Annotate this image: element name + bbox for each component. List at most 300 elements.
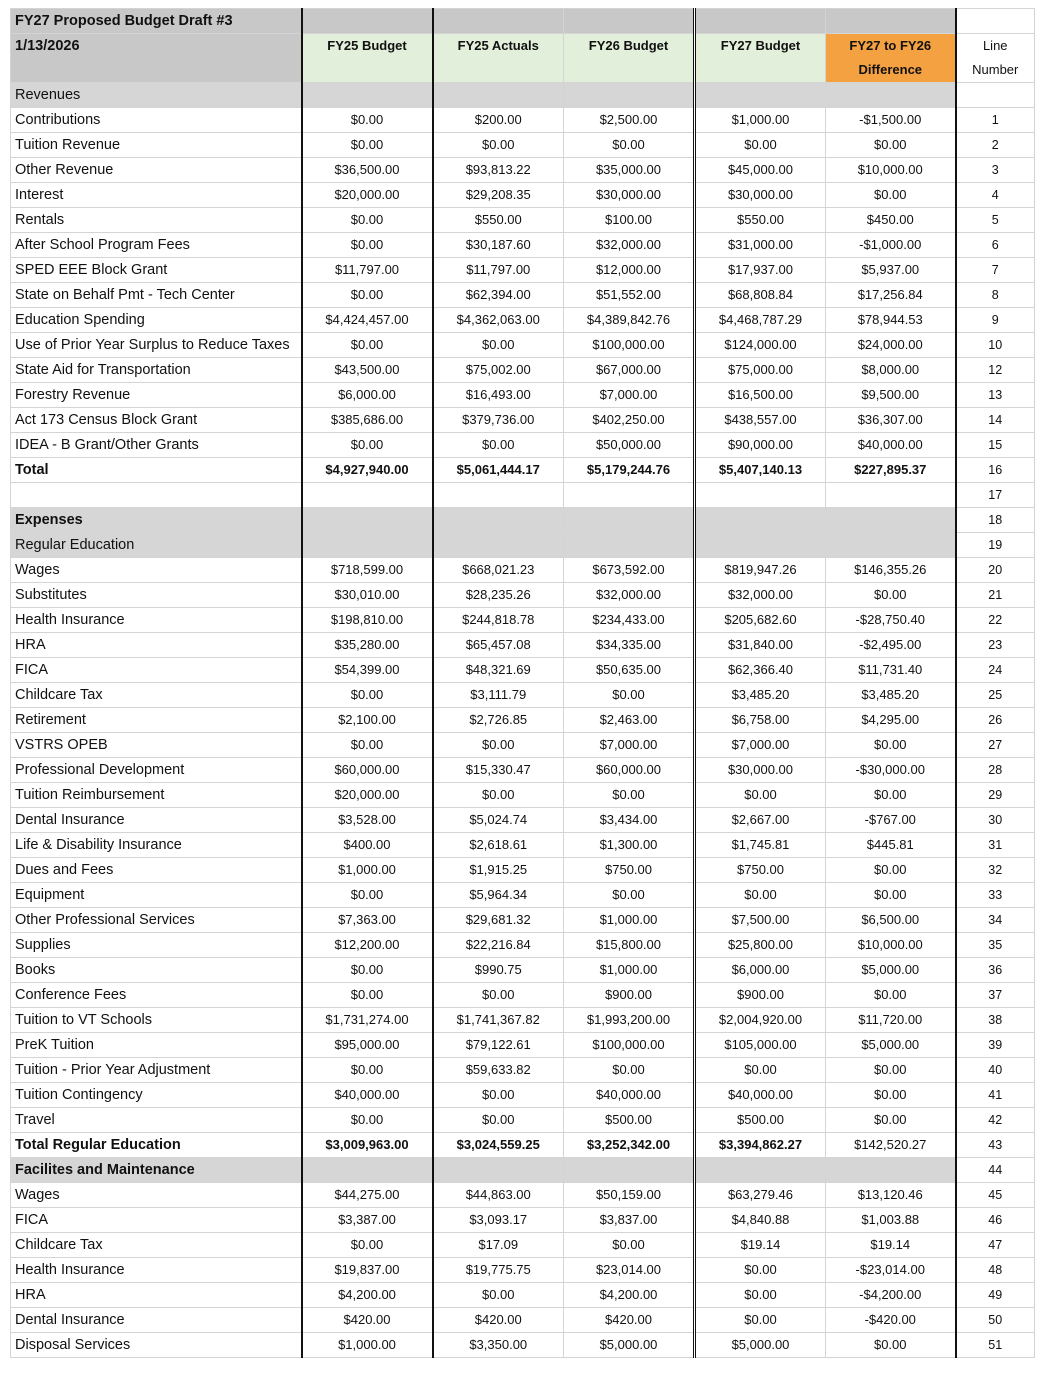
line-number-cell[interactable]: 37	[956, 983, 1035, 1008]
cell-fy26-budget[interactable]: $51,552.00	[564, 283, 695, 308]
row-label[interactable]: Tuition Contingency	[11, 1083, 302, 1108]
cell-difference[interactable]: $0.00	[826, 1108, 956, 1133]
cell-fy25-actuals[interactable]: $93,813.22	[433, 158, 564, 183]
cell-fy25-budget[interactable]: $20,000.00	[302, 783, 433, 808]
cell-fy25-budget[interactable]: $43,500.00	[302, 358, 433, 383]
cell-fy26-budget[interactable]: $100.00	[564, 208, 695, 233]
section-blank-cell[interactable]	[564, 83, 695, 108]
cell-fy25-actuals[interactable]: $3,093.17	[433, 1208, 564, 1233]
cell-fy25-budget[interactable]: $400.00	[302, 833, 433, 858]
cell-fy27-budget[interactable]: $0.00	[695, 883, 826, 908]
cell-fy26-budget[interactable]: $35,000.00	[564, 158, 695, 183]
line-number-cell[interactable]: 25	[956, 683, 1035, 708]
cell-fy27-budget[interactable]: $1,745.81	[695, 833, 826, 858]
cell-fy25-budget[interactable]: $54,399.00	[302, 658, 433, 683]
row-label[interactable]: Childcare Tax	[11, 683, 302, 708]
cell-fy26-budget[interactable]: $2,500.00	[564, 108, 695, 133]
cell-fy25-budget[interactable]: $60,000.00	[302, 758, 433, 783]
row-label[interactable]: Dental Insurance	[11, 1308, 302, 1333]
cell-fy25-budget[interactable]: $0.00	[302, 208, 433, 233]
line-number-cell[interactable]: 8	[956, 283, 1035, 308]
cell-difference[interactable]: $146,355.26	[826, 558, 956, 583]
section-blank-cell[interactable]	[564, 533, 695, 558]
cell-fy27-budget[interactable]: $4,468,787.29	[695, 308, 826, 333]
cell-fy25-budget[interactable]: $19,837.00	[302, 1258, 433, 1283]
cell-fy27-budget[interactable]: $500.00	[695, 1108, 826, 1133]
cell-difference[interactable]: $17,256.84	[826, 283, 956, 308]
cell-fy25-actuals[interactable]: $48,321.69	[433, 658, 564, 683]
cell-fy25-actuals[interactable]: $3,024,559.25	[433, 1133, 564, 1158]
cell-fy25-actuals[interactable]: $379,736.00	[433, 408, 564, 433]
column-header-line-number[interactable]	[956, 34, 1035, 83]
cell-fy26-budget[interactable]: $3,252,342.00	[564, 1133, 695, 1158]
cell-difference[interactable]: -$767.00	[826, 808, 956, 833]
cell-fy25-budget[interactable]: $1,000.00	[302, 858, 433, 883]
cell-fy27-budget[interactable]: $3,394,862.27	[695, 1133, 826, 1158]
row-label[interactable]: PreK Tuition	[11, 1033, 302, 1058]
cell-fy25-budget[interactable]: $4,424,457.00	[302, 308, 433, 333]
cell-fy27-budget[interactable]: $5,000.00	[695, 1333, 826, 1358]
cell-difference[interactable]: $40,000.00	[826, 433, 956, 458]
section-blank-cell[interactable]	[302, 533, 433, 558]
cell-fy25-budget[interactable]: $0.00	[302, 108, 433, 133]
cell-fy25-actuals[interactable]: $19,775.75	[433, 1258, 564, 1283]
cell-fy26-budget[interactable]: $100,000.00	[564, 333, 695, 358]
cell-fy27-budget[interactable]: $32,000.00	[695, 583, 826, 608]
line-number-cell[interactable]: 28	[956, 758, 1035, 783]
line-number-cell[interactable]	[956, 83, 1035, 108]
line-number-cell[interactable]: 6	[956, 233, 1035, 258]
row-label[interactable]: Disposal Services	[11, 1333, 302, 1358]
section-label[interactable]: Regular Education	[11, 533, 302, 558]
row-label[interactable]: Wages	[11, 1183, 302, 1208]
line-number-cell[interactable]: 20	[956, 558, 1035, 583]
row-label[interactable]: Forestry Revenue	[11, 383, 302, 408]
cell-fy25-actuals[interactable]: $15,330.47	[433, 758, 564, 783]
section-label[interactable]: Facilites and Maintenance	[11, 1158, 302, 1183]
cell-fy27-budget[interactable]: $550.00	[695, 208, 826, 233]
section-label[interactable]: Revenues	[11, 83, 302, 108]
blank-cell[interactable]	[433, 483, 564, 508]
cell-difference[interactable]: $5,000.00	[826, 1033, 956, 1058]
cell-fy25-budget[interactable]: $11,797.00	[302, 258, 433, 283]
cell-difference[interactable]: $0.00	[826, 183, 956, 208]
row-label[interactable]: Dues and Fees	[11, 858, 302, 883]
cell-difference[interactable]: $445.81	[826, 833, 956, 858]
blank-cell[interactable]	[695, 483, 826, 508]
cell-fy25-actuals[interactable]: $65,457.08	[433, 633, 564, 658]
row-label[interactable]: Act 173 Census Block Grant	[11, 408, 302, 433]
cell-difference[interactable]: $24,000.00	[826, 333, 956, 358]
cell-fy25-budget[interactable]: $30,010.00	[302, 583, 433, 608]
section-blank-cell[interactable]	[302, 508, 433, 533]
cell-difference[interactable]: $9,500.00	[826, 383, 956, 408]
blank-cell[interactable]	[564, 483, 695, 508]
cell-fy25-budget[interactable]: $20,000.00	[302, 183, 433, 208]
line-number-cell[interactable]: 32	[956, 858, 1035, 883]
cell-fy25-budget[interactable]: $3,528.00	[302, 808, 433, 833]
cell-fy26-budget[interactable]: $2,463.00	[564, 708, 695, 733]
row-label[interactable]: Tuition - Prior Year Adjustment	[11, 1058, 302, 1083]
line-number-cell[interactable]: 40	[956, 1058, 1035, 1083]
cell-fy27-budget[interactable]: $30,000.00	[695, 183, 826, 208]
cell-fy25-actuals[interactable]: $0.00	[433, 1083, 564, 1108]
cell-fy25-budget[interactable]: $3,387.00	[302, 1208, 433, 1233]
row-label[interactable]: FICA	[11, 658, 302, 683]
cell-fy25-budget[interactable]: $35,280.00	[302, 633, 433, 658]
cell-difference[interactable]: $4,295.00	[826, 708, 956, 733]
line-number-cell[interactable]: 9	[956, 308, 1035, 333]
cell-fy27-budget[interactable]: $900.00	[695, 983, 826, 1008]
cell-difference[interactable]: $0.00	[826, 783, 956, 808]
cell-difference[interactable]: -$23,014.00	[826, 1258, 956, 1283]
header-blank-cell[interactable]	[433, 9, 564, 34]
row-label[interactable]: Conference Fees	[11, 983, 302, 1008]
column-header-difference[interactable]	[826, 34, 956, 83]
cell-fy25-actuals[interactable]: $16,493.00	[433, 383, 564, 408]
cell-fy26-budget[interactable]: $50,159.00	[564, 1183, 695, 1208]
row-label[interactable]: State on Behalf Pmt - Tech Center	[11, 283, 302, 308]
cell-fy27-budget[interactable]: $0.00	[695, 1258, 826, 1283]
cell-fy25-budget[interactable]: $198,810.00	[302, 608, 433, 633]
line-number-cell[interactable]: 38	[956, 1008, 1035, 1033]
cell-fy25-budget[interactable]: $0.00	[302, 733, 433, 758]
row-label[interactable]: Contributions	[11, 108, 302, 133]
row-label[interactable]: Other Professional Services	[11, 908, 302, 933]
cell-fy26-budget[interactable]: $1,993,200.00	[564, 1008, 695, 1033]
cell-difference[interactable]: $19.14	[826, 1233, 956, 1258]
cell-fy25-actuals[interactable]: $244,818.78	[433, 608, 564, 633]
cell-fy25-actuals[interactable]: $29,681.32	[433, 908, 564, 933]
line-number-cell[interactable]: 50	[956, 1308, 1035, 1333]
row-label[interactable]: Professional Development	[11, 758, 302, 783]
cell-fy25-budget[interactable]: $0.00	[302, 233, 433, 258]
cell-fy26-budget[interactable]: $40,000.00	[564, 1083, 695, 1108]
cell-difference[interactable]: -$4,200.00	[826, 1283, 956, 1308]
header-blank-cell[interactable]	[302, 9, 433, 34]
cell-fy27-budget[interactable]: $7,000.00	[695, 733, 826, 758]
cell-fy25-actuals[interactable]: $668,021.23	[433, 558, 564, 583]
cell-fy25-actuals[interactable]: $4,362,063.00	[433, 308, 564, 333]
line-number-cell[interactable]: 46	[956, 1208, 1035, 1233]
cell-fy27-budget[interactable]: $31,840.00	[695, 633, 826, 658]
cell-fy27-budget[interactable]: $68,808.84	[695, 283, 826, 308]
cell-fy25-actuals[interactable]: $3,111.79	[433, 683, 564, 708]
cell-fy27-budget[interactable]: $438,557.00	[695, 408, 826, 433]
row-label[interactable]: Health Insurance	[11, 608, 302, 633]
cell-fy27-budget[interactable]: $2,667.00	[695, 808, 826, 833]
cell-fy25-budget[interactable]: $4,200.00	[302, 1283, 433, 1308]
cell-fy27-budget[interactable]: $30,000.00	[695, 758, 826, 783]
cell-fy25-actuals[interactable]: $5,964.34	[433, 883, 564, 908]
row-label[interactable]: Books	[11, 958, 302, 983]
line-number-cell[interactable]: 49	[956, 1283, 1035, 1308]
cell-fy26-budget[interactable]: $0.00	[564, 1233, 695, 1258]
cell-difference[interactable]: $36,307.00	[826, 408, 956, 433]
cell-difference[interactable]: -$1,500.00	[826, 108, 956, 133]
column-header-fy27-budget[interactable]: FY27 Budget	[695, 34, 826, 83]
cell-fy25-actuals[interactable]: $62,394.00	[433, 283, 564, 308]
cell-fy25-actuals[interactable]: $17.09	[433, 1233, 564, 1258]
cell-fy26-budget[interactable]: $0.00	[564, 883, 695, 908]
cell-fy25-actuals[interactable]: $0.00	[433, 1108, 564, 1133]
line-number-cell[interactable]: 48	[956, 1258, 1035, 1283]
cell-fy25-budget[interactable]: $0.00	[302, 133, 433, 158]
cell-fy26-budget[interactable]: $23,014.00	[564, 1258, 695, 1283]
sheet-title[interactable]: FY27 Proposed Budget Draft #3	[11, 9, 302, 34]
line-number-cell[interactable]: 13	[956, 383, 1035, 408]
cell-difference[interactable]: $0.00	[826, 858, 956, 883]
line-number-cell[interactable]: 27	[956, 733, 1035, 758]
line-number-cell[interactable]: 14	[956, 408, 1035, 433]
cell-fy27-budget[interactable]: $819,947.26	[695, 558, 826, 583]
cell-fy25-budget[interactable]: $44,275.00	[302, 1183, 433, 1208]
section-blank-cell[interactable]	[433, 83, 564, 108]
cell-difference[interactable]: $0.00	[826, 883, 956, 908]
line-number-cell[interactable]: 24	[956, 658, 1035, 683]
row-label[interactable]: Dental Insurance	[11, 808, 302, 833]
cell-fy25-actuals[interactable]: $200.00	[433, 108, 564, 133]
cell-fy27-budget[interactable]: $40,000.00	[695, 1083, 826, 1108]
section-blank-cell[interactable]	[695, 83, 826, 108]
section-blank-cell[interactable]	[695, 1158, 826, 1183]
cell-fy26-budget[interactable]: $5,179,244.76	[564, 458, 695, 483]
line-number-cell[interactable]: 43	[956, 1133, 1035, 1158]
cell-fy25-budget[interactable]: $12,200.00	[302, 933, 433, 958]
cell-fy27-budget[interactable]: $16,500.00	[695, 383, 826, 408]
cell-fy25-budget[interactable]: $40,000.00	[302, 1083, 433, 1108]
line-number-cell[interactable]: 29	[956, 783, 1035, 808]
cell-fy27-budget[interactable]: $75,000.00	[695, 358, 826, 383]
cell-fy26-budget[interactable]: $4,200.00	[564, 1283, 695, 1308]
cell-fy26-budget[interactable]: $4,389,842.76	[564, 308, 695, 333]
line-number-cell[interactable]: 36	[956, 958, 1035, 983]
row-label[interactable]: Travel	[11, 1108, 302, 1133]
section-label[interactable]: Expenses	[11, 508, 302, 533]
cell-fy25-budget[interactable]: $0.00	[302, 333, 433, 358]
cell-fy27-budget[interactable]: $0.00	[695, 1308, 826, 1333]
cell-fy25-actuals[interactable]: $11,797.00	[433, 258, 564, 283]
cell-fy27-budget[interactable]: $90,000.00	[695, 433, 826, 458]
section-blank-cell[interactable]	[695, 508, 826, 533]
line-number-cell[interactable]: 4	[956, 183, 1035, 208]
cell-difference[interactable]: $0.00	[826, 133, 956, 158]
line-number-cell[interactable]: 35	[956, 933, 1035, 958]
cell-fy25-budget[interactable]: $0.00	[302, 1108, 433, 1133]
cell-fy27-budget[interactable]: $0.00	[695, 1283, 826, 1308]
cell-fy27-budget[interactable]: $62,366.40	[695, 658, 826, 683]
cell-difference[interactable]: -$28,750.40	[826, 608, 956, 633]
cell-fy26-budget[interactable]: $67,000.00	[564, 358, 695, 383]
cell-fy25-actuals[interactable]: $0.00	[433, 1283, 564, 1308]
cell-fy25-budget[interactable]: $36,500.00	[302, 158, 433, 183]
cell-fy25-actuals[interactable]: $0.00	[433, 333, 564, 358]
cell-fy25-actuals[interactable]: $44,863.00	[433, 1183, 564, 1208]
section-blank-cell[interactable]	[826, 508, 956, 533]
cell-fy25-actuals[interactable]: $3,350.00	[433, 1333, 564, 1358]
column-header-fy26-budget[interactable]: FY26 Budget	[564, 34, 695, 83]
cell-fy25-actuals[interactable]: $0.00	[433, 983, 564, 1008]
cell-fy27-budget[interactable]: $205,682.60	[695, 608, 826, 633]
line-number-cell[interactable]: 39	[956, 1033, 1035, 1058]
section-blank-cell[interactable]	[433, 533, 564, 558]
row-label[interactable]: Supplies	[11, 933, 302, 958]
line-number-cell[interactable]: 3	[956, 158, 1035, 183]
cell-fy27-budget[interactable]: $5,407,140.13	[695, 458, 826, 483]
cell-fy26-budget[interactable]: $1,300.00	[564, 833, 695, 858]
line-number-cell[interactable]: 33	[956, 883, 1035, 908]
line-number-cell[interactable]: 16	[956, 458, 1035, 483]
blank-cell[interactable]	[11, 483, 302, 508]
cell-difference[interactable]: $0.00	[826, 1058, 956, 1083]
cell-difference[interactable]: $0.00	[826, 733, 956, 758]
row-label[interactable]: Equipment	[11, 883, 302, 908]
row-label[interactable]: Tuition to VT Schools	[11, 1008, 302, 1033]
cell-fy27-budget[interactable]: $4,840.88	[695, 1208, 826, 1233]
cell-difference[interactable]: $0.00	[826, 1333, 956, 1358]
row-label[interactable]: Rentals	[11, 208, 302, 233]
row-label[interactable]: Tuition Revenue	[11, 133, 302, 158]
cell-fy25-actuals[interactable]: $1,741,367.82	[433, 1008, 564, 1033]
cell-difference[interactable]: $0.00	[826, 1083, 956, 1108]
cell-fy25-actuals[interactable]: $0.00	[433, 133, 564, 158]
cell-fy26-budget[interactable]: $50,000.00	[564, 433, 695, 458]
cell-fy25-actuals[interactable]: $79,122.61	[433, 1033, 564, 1058]
row-label[interactable]: State Aid for Transportation	[11, 358, 302, 383]
row-label[interactable]: Other Revenue	[11, 158, 302, 183]
line-number-cell[interactable]: 21	[956, 583, 1035, 608]
cell-fy26-budget[interactable]: $234,433.00	[564, 608, 695, 633]
cell-fy25-budget[interactable]: $3,009,963.00	[302, 1133, 433, 1158]
cell-fy25-budget[interactable]: $6,000.00	[302, 383, 433, 408]
section-blank-cell[interactable]	[826, 1158, 956, 1183]
cell-fy26-budget[interactable]: $32,000.00	[564, 583, 695, 608]
line-number-cell[interactable]: 47	[956, 1233, 1035, 1258]
row-label[interactable]: After School Program Fees	[11, 233, 302, 258]
cell-fy26-budget[interactable]: $100,000.00	[564, 1033, 695, 1058]
line-number-cell[interactable]: 5	[956, 208, 1035, 233]
cell-fy27-budget[interactable]: $31,000.00	[695, 233, 826, 258]
cell-fy25-budget[interactable]: $0.00	[302, 983, 433, 1008]
cell-fy26-budget[interactable]: $0.00	[564, 133, 695, 158]
cell-fy27-budget[interactable]: $3,485.20	[695, 683, 826, 708]
cell-fy25-actuals[interactable]: $1,915.25	[433, 858, 564, 883]
line-number-cell[interactable]: 2	[956, 133, 1035, 158]
cell-difference[interactable]: $8,000.00	[826, 358, 956, 383]
cell-fy25-budget[interactable]: $385,686.00	[302, 408, 433, 433]
section-blank-cell[interactable]	[564, 1158, 695, 1183]
line-number-cell[interactable]: 1	[956, 108, 1035, 133]
cell-fy26-budget[interactable]: $673,592.00	[564, 558, 695, 583]
section-blank-cell[interactable]	[433, 1158, 564, 1183]
cell-fy27-budget[interactable]: $1,000.00	[695, 108, 826, 133]
cell-fy27-budget[interactable]: $17,937.00	[695, 258, 826, 283]
cell-difference[interactable]: $3,485.20	[826, 683, 956, 708]
line-number-cell[interactable]: 26	[956, 708, 1035, 733]
line-number-cell[interactable]: 51	[956, 1333, 1035, 1358]
row-label[interactable]: Tuition Reimbursement	[11, 783, 302, 808]
cell-fy26-budget[interactable]: $15,800.00	[564, 933, 695, 958]
cell-fy25-budget[interactable]: $0.00	[302, 1233, 433, 1258]
cell-fy26-budget[interactable]: $12,000.00	[564, 258, 695, 283]
cell-fy25-budget[interactable]: $95,000.00	[302, 1033, 433, 1058]
cell-fy25-actuals[interactable]: $29,208.35	[433, 183, 564, 208]
cell-fy25-budget[interactable]: $7,363.00	[302, 908, 433, 933]
row-label[interactable]: Retirement	[11, 708, 302, 733]
line-number-cell[interactable]: 18	[956, 508, 1035, 533]
cell-fy26-budget[interactable]: $0.00	[564, 683, 695, 708]
section-blank-cell[interactable]	[433, 508, 564, 533]
line-number-cell[interactable]: 30	[956, 808, 1035, 833]
cell-difference[interactable]: $11,731.40	[826, 658, 956, 683]
cell-fy27-budget[interactable]: $7,500.00	[695, 908, 826, 933]
cell-fy25-budget[interactable]: $0.00	[302, 283, 433, 308]
total-label[interactable]: Total	[11, 458, 302, 483]
cell-fy26-budget[interactable]: $750.00	[564, 858, 695, 883]
cell-fy25-actuals[interactable]: $30,187.60	[433, 233, 564, 258]
cell-fy25-actuals[interactable]: $75,002.00	[433, 358, 564, 383]
row-label[interactable]: Substitutes	[11, 583, 302, 608]
cell-difference[interactable]: $13,120.46	[826, 1183, 956, 1208]
section-blank-cell[interactable]	[302, 1158, 433, 1183]
cell-fy26-budget[interactable]: $60,000.00	[564, 758, 695, 783]
cell-difference[interactable]: $78,944.53	[826, 308, 956, 333]
header-blank-cell[interactable]	[956, 9, 1035, 34]
total-label[interactable]: Total Regular Education	[11, 1133, 302, 1158]
cell-difference[interactable]: $227,895.37	[826, 458, 956, 483]
cell-fy25-budget[interactable]: $4,927,940.00	[302, 458, 433, 483]
line-number-cell[interactable]: 23	[956, 633, 1035, 658]
cell-fy26-budget[interactable]: $1,000.00	[564, 958, 695, 983]
header-blank-cell[interactable]	[695, 9, 826, 34]
cell-fy26-budget[interactable]: $34,335.00	[564, 633, 695, 658]
cell-fy25-actuals[interactable]: $59,633.82	[433, 1058, 564, 1083]
cell-fy25-budget[interactable]: $420.00	[302, 1308, 433, 1333]
section-blank-cell[interactable]	[826, 83, 956, 108]
cell-fy27-budget[interactable]: $6,000.00	[695, 958, 826, 983]
section-blank-cell[interactable]	[564, 508, 695, 533]
row-label[interactable]: Childcare Tax	[11, 1233, 302, 1258]
cell-fy25-actuals[interactable]: $5,061,444.17	[433, 458, 564, 483]
cell-fy26-budget[interactable]: $900.00	[564, 983, 695, 1008]
row-label[interactable]: Wages	[11, 558, 302, 583]
cell-difference[interactable]: $11,720.00	[826, 1008, 956, 1033]
cell-difference[interactable]: $0.00	[826, 583, 956, 608]
row-label[interactable]: Use of Prior Year Surplus to Reduce Taxes	[11, 333, 302, 358]
cell-fy25-budget[interactable]: $0.00	[302, 1058, 433, 1083]
cell-fy25-budget[interactable]: $0.00	[302, 433, 433, 458]
line-number-cell[interactable]: 45	[956, 1183, 1035, 1208]
row-label[interactable]: SPED EEE Block Grant	[11, 258, 302, 283]
cell-fy27-budget[interactable]: $0.00	[695, 783, 826, 808]
line-number-cell[interactable]: 44	[956, 1158, 1035, 1183]
header-blank-cell[interactable]	[826, 9, 956, 34]
cell-fy26-budget[interactable]: $3,434.00	[564, 808, 695, 833]
section-blank-cell[interactable]	[302, 83, 433, 108]
row-label[interactable]: HRA	[11, 1283, 302, 1308]
column-header-fy25-actuals[interactable]: FY25 Actuals	[433, 34, 564, 83]
cell-fy25-actuals[interactable]: $2,726.85	[433, 708, 564, 733]
cell-difference[interactable]: -$420.00	[826, 1308, 956, 1333]
cell-fy26-budget[interactable]: $32,000.00	[564, 233, 695, 258]
section-blank-cell[interactable]	[695, 533, 826, 558]
column-header-fy25-budget[interactable]: FY25 Budget	[302, 34, 433, 83]
cell-fy25-budget[interactable]: $1,000.00	[302, 1333, 433, 1358]
cell-fy26-budget[interactable]: $3,837.00	[564, 1208, 695, 1233]
cell-fy26-budget[interactable]: $420.00	[564, 1308, 695, 1333]
row-label[interactable]: Education Spending	[11, 308, 302, 333]
cell-fy25-budget[interactable]: $0.00	[302, 683, 433, 708]
